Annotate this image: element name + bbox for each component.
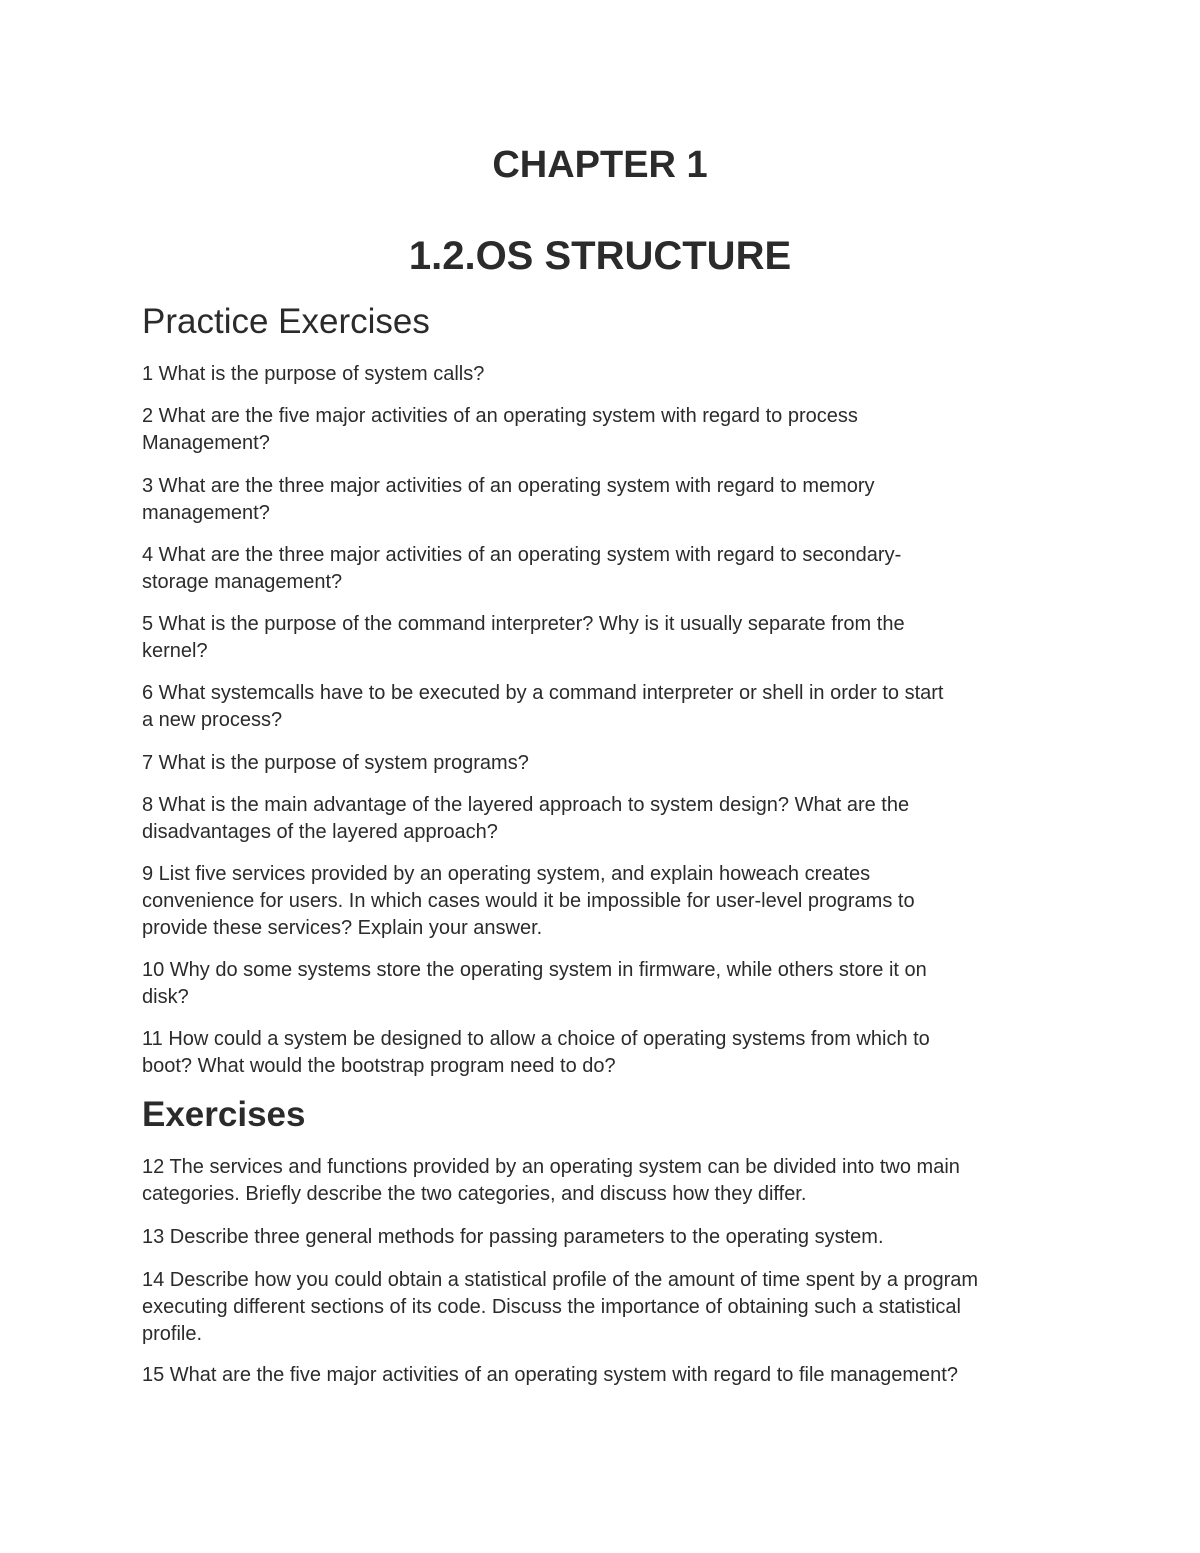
question-line: convenience for users. In which cases would it be impossible for user-level programs to [142,890,915,912]
question-item [142,1154,960,1208]
question-line: executing different sections of its code. Discuss the importance of obtaining such a statistical [142,1296,961,1318]
question-line: 7 What is the purpose of system programs? [142,752,529,774]
question-line: Management? [142,432,270,454]
question-item [142,957,927,1011]
question-line: kernel? [142,640,208,662]
question-line: boot? What would the bootstrap program need to do? [142,1055,616,1077]
question-item [142,403,858,457]
question-item [142,680,943,734]
question-line: 10 Why do some systems store the operating system in firmware, while others store it on [142,959,927,981]
question-item [142,611,905,665]
question-line: categories. Briefly describe the two categories, and discuss how they differ. [142,1183,807,1205]
question-line: management? [142,502,270,524]
question-line: provide these services? Explain your answer. [142,917,543,939]
question-line: 12 The services and functions provided by an operating system can be divided into two main [142,1156,960,1178]
question-line: 3 What are the three major activities of an operating system with regard to memory [142,475,875,497]
question-line: storage management? [142,571,343,593]
question-item [142,542,901,596]
chapter-title: CHAPTER 1 [492,144,708,186]
question-line: 6 What systemcalls have to be executed by a command interpreter or shell in order to start [142,682,944,704]
question-item [142,1362,958,1389]
question-item [142,792,909,846]
question-line: disk? [142,986,189,1008]
question-line: 4 What are the three major activities of an operating system with regard to secondary- [142,544,902,566]
question-item [142,750,529,777]
question-line: 1 What is the purpose of system calls? [142,363,485,385]
question-line: 9 List five services provided by an operating system, and explain howeach creates [142,863,871,885]
practice-exercises-heading: Practice Exercises [142,302,430,341]
question-item [142,1026,930,1080]
question-item [142,861,915,942]
question-item [142,361,484,388]
section-title: 1.2.OS STRUCTURE [408,234,792,278]
question-item [142,473,875,527]
question-line: 13 Describe three general methods for passing parameters to the operating system. [142,1226,884,1248]
question-line: 11 How could a system be designed to allow a choice of operating systems from which to [142,1028,930,1050]
question-line: 5 What is the purpose of the command interpreter? Why is it usually separate from the [142,613,905,635]
exercises-heading: Exercises [142,1095,306,1134]
question-line: a new process? [142,709,283,731]
question-line: 2 What are the five major activities of an operating system with regard to process [142,405,858,427]
question-item [142,1224,884,1251]
question-line: profile. [142,1323,203,1345]
question-line: 8 What is the main advantage of the layered approach to system design? What are the [142,794,910,816]
question-line: 15 What are the five major activities of an operating system with regard to file management? [142,1364,958,1386]
question-line: disadvantages of the layered approach? [142,821,498,843]
question-item [142,1267,978,1348]
question-line: 14 Describe how you could obtain a statistical profile of the amount of time spent by a program [142,1269,979,1291]
